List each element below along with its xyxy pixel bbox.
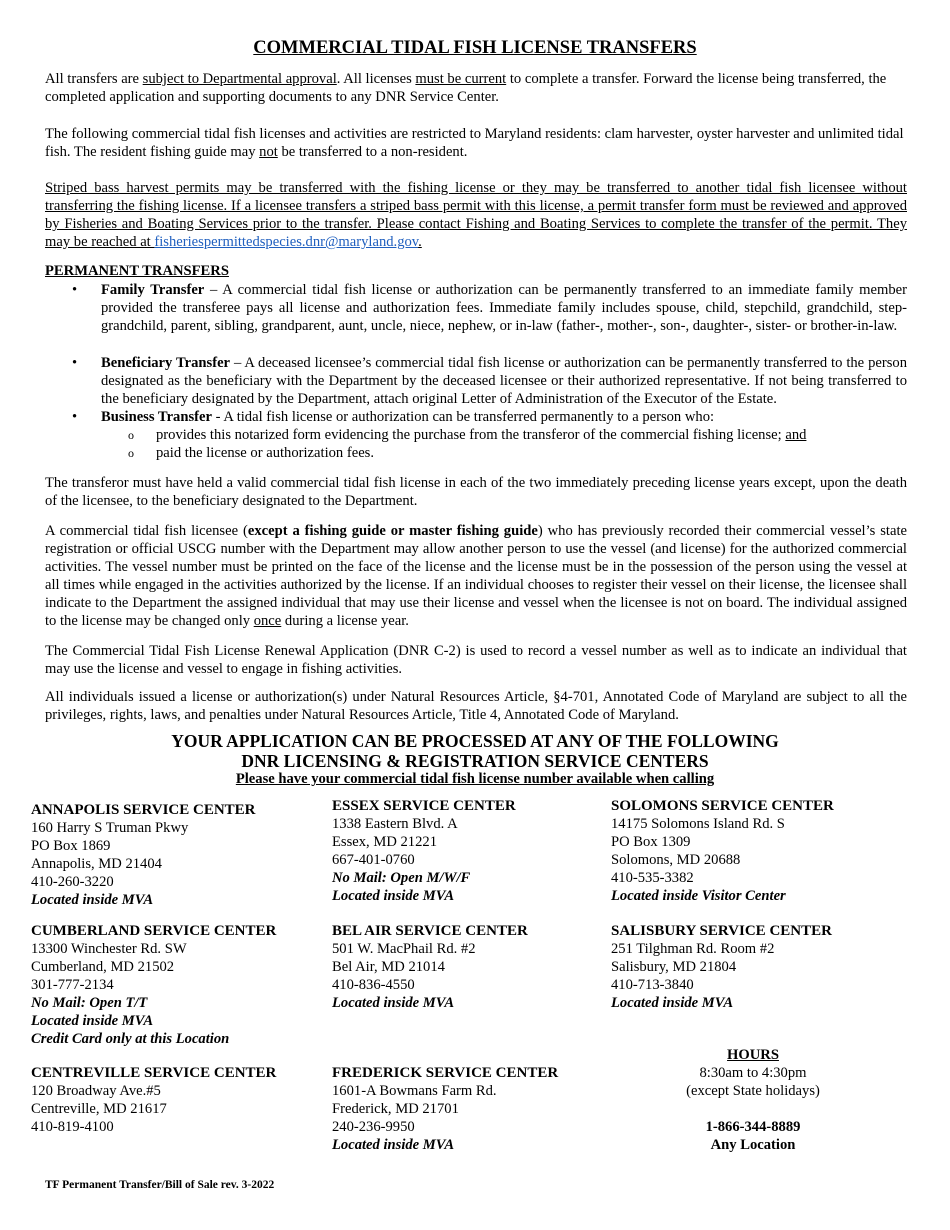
hours-phone-note: Any Location <box>710 1137 796 1153</box>
center-address: 14175 Solomons Island Rd. S <box>611 816 785 832</box>
underlined-text: and <box>785 427 807 443</box>
salisbury-service-center <box>611 922 891 1012</box>
center-name: CUMBERLAND SERVICE CENTER <box>31 923 277 939</box>
bullet-icon: • <box>72 355 78 371</box>
hours-block <box>611 1046 895 1154</box>
sub-item-notarized <box>128 426 908 444</box>
bullet-text: – A deceased licensee’s commercial tidal fish license or authorization can be permanently transferred to the person designated as the beneficiary with the Department by the deceased licensee or their authorized representative. If not being transferred to the beneficiary designated by the Department, attach original Letter of Administration of the Executor of the Estate. <box>101 355 907 407</box>
page-title: COMMERCIAL TIDAL FISH LICENSE TRANSFERS <box>253 38 697 58</box>
bullet-family-transfer <box>45 281 907 335</box>
circle-bullet-icon: o <box>128 446 134 460</box>
underlined-text: must be current <box>415 71 507 87</box>
center-phone: 410-535-3382 <box>611 870 694 886</box>
center-phone: 301-777-2134 <box>31 977 114 993</box>
hours-heading: HOURS <box>727 1047 779 1063</box>
center-address: 120 Broadway Ave.#5 <box>31 1083 161 1099</box>
bullet-business-transfer <box>45 408 907 426</box>
text-span: be transferred to a non-resident. <box>277 144 468 160</box>
underlined-text: subject to Departmental approval <box>142 71 337 87</box>
bullet-title: Family Transfer <box>101 282 205 298</box>
bullet-title: Beneficiary Transfer <box>101 355 231 371</box>
text-span: A commercial tidal fish licensee ( <box>45 523 248 539</box>
footer-form-id: TF Permanent Transfer/Bill of Sale rev. 3-2022 <box>45 1179 275 1191</box>
bullet-text: – A commercial tidal fish license or authorization can be permanently transferred to an immediate family member provided the transferee pays all license and authorization fees. Immediate family includes spouse, child, stepchild, grandchild, step-grandchild, parent, sibling, grandparent, aunt, uncle, niece, nephew, or in-law (father-, mother-, son-, daughter-, sister- or brother-in-law. <box>101 282 908 334</box>
center-note: Located inside MVA <box>31 892 154 908</box>
center-phone: 667-401-0760 <box>332 852 415 868</box>
center-note: Located inside MVA <box>611 995 734 1011</box>
text-span: . <box>418 234 422 250</box>
center-note: Located inside Visitor Center <box>611 888 786 904</box>
renewal-paragraph: The Commercial Tidal Fish License Renewal Application (DNR C-2) is used to record a vessel number as well as to indicate an individual that may use the license and vessel to engage in fishing activities. <box>45 643 907 677</box>
hours-phone: 1-866-344-8889 <box>705 1119 801 1135</box>
center-city: Cumberland, MD 21502 <box>31 959 175 975</box>
center-phone: 410-713-3840 <box>611 977 694 993</box>
intro-approval-paragraph <box>45 70 907 106</box>
hours-note: (except State holidays) <box>686 1083 820 1099</box>
text-span: to complete a transfer. Forward the license being transferred, the completed application and supporting documents to any DNR Service Center. <box>45 71 887 105</box>
center-po-box: PO Box 1869 <box>31 838 111 854</box>
center-address: 251 Tilghman Rd. Room #2 <box>611 941 775 957</box>
center-city: Frederick, MD 21701 <box>332 1101 459 1117</box>
center-note: No Mail: Open T/T <box>31 995 148 1011</box>
center-city: Essex, MD 21221 <box>332 834 437 850</box>
text-span: paid the license or authorization fees. <box>156 445 375 461</box>
centers-heading-note: Please have your commercial tidal fish license number available when calling <box>235 771 715 787</box>
residency-paragraph <box>45 125 907 161</box>
transferor-paragraph: The transferor must have held a valid commercial tidal fish license in each of the two immediately preceding license years except, upon the death of the licensee, to the beneficiary designated to the Department. <box>45 475 907 509</box>
center-city: Centreville, MD 21617 <box>31 1101 167 1117</box>
email-link[interactable]: fisheriespermittedspecies.dnr@maryland.gov <box>154 234 419 250</box>
center-address: 160 Harry S Truman Pkwy <box>31 820 189 836</box>
center-note: Located inside MVA <box>332 1137 455 1153</box>
center-phone: 410-819-4100 <box>31 1119 114 1135</box>
center-name: SOLOMONS SERVICE CENTER <box>611 798 834 814</box>
center-phone: 410-836-4550 <box>332 977 415 993</box>
bel-air-service-center <box>332 922 612 1012</box>
center-city: Solomons, MD 20688 <box>611 852 741 868</box>
center-city: Bel Air, MD 21014 <box>332 959 445 975</box>
text-span: provides this notarized form evidencing the purchase from the transferor of the commercial fishing license; <box>156 427 786 443</box>
center-address: 501 W. MacPhail Rd. #2 <box>332 941 476 957</box>
text-span: The following commercial tidal fish licenses and activities are restricted to Maryland residents: clam harvester, oyster harvester and unlimited tidal fish. The resident fishing guide may <box>45 126 904 160</box>
centreville-service-center <box>31 1064 311 1136</box>
center-address: 1601-A Bowmans Farm Rd. <box>332 1083 497 1099</box>
bullet-icon: • <box>72 409 78 425</box>
centers-heading-line2: DNR LICENSING & REGISTRATION SERVICE CENTERS <box>241 751 709 771</box>
center-city: Annapolis, MD 21404 <box>31 856 162 872</box>
centers-heading-line1: YOUR APPLICATION CAN BE PROCESSED AT ANY OF THE FOLLOWING <box>171 731 779 751</box>
annapolis-service-center <box>31 801 311 909</box>
hours-time: 8:30am to 4:30pm <box>699 1065 807 1081</box>
center-city: Salisbury, MD 21804 <box>611 959 737 975</box>
center-note: Located inside MVA <box>332 995 455 1011</box>
bullet-text: - A tidal fish license or authorization can be transferred permanently to a person who: <box>211 409 715 425</box>
center-note: No Mail: Open M/W/F <box>332 870 471 886</box>
center-name: SALISBURY SERVICE CENTER <box>611 923 832 939</box>
center-name: CENTREVILLE SERVICE CENTER <box>31 1065 277 1081</box>
underlined-text: once <box>253 613 282 629</box>
bullet-title: Business Transfer <box>101 409 212 425</box>
text-span: ) who has previously recorded their commercial vessel’s state registration or official USCG number with the Department may allow another person to use the vessel (and license) for the authorized commercial activities. The vessel number must be printed on the face of the license and the license must be in the possession of the person using the vessel at all times while engaged in the activities authorized by the license. If an individual chooses to register their vessel on their license, the licensee shall indicate to the Department the assigned individual that may use their license and vessel when the licensee is not on board. The individual assigned to the license may be changed only <box>45 523 907 629</box>
text-span: . All licenses <box>336 71 416 87</box>
striped-bass-paragraph <box>45 179 907 251</box>
underlined-text: not <box>259 144 278 160</box>
center-note: Located inside MVA <box>31 1013 154 1029</box>
vessel-paragraph <box>45 522 907 630</box>
center-note: Credit Card only at this Location <box>31 1031 230 1047</box>
center-address: 13300 Winchester Rd. SW <box>31 941 187 957</box>
center-name: BEL AIR SERVICE CENTER <box>332 923 528 939</box>
center-phone: 410-260-3220 <box>31 874 114 890</box>
center-name: ANNAPOLIS SERVICE CENTER <box>31 802 256 818</box>
center-note: Located inside MVA <box>332 888 455 904</box>
circle-bullet-icon: o <box>128 428 134 442</box>
permanent-transfers-heading: PERMANENT TRANSFERS <box>45 263 229 279</box>
center-name: FREDERICK SERVICE CENTER <box>332 1065 559 1081</box>
bold-text: except a fishing guide or master fishing guide <box>247 523 538 539</box>
frederick-service-center <box>332 1064 612 1154</box>
law-paragraph: All individuals issued a license or authorization(s) under Natural Resources Article, §4-701, Annotated Code of Maryland are subject to all the privileges, rights, laws, and penalties under Natural Resources Article, Title 4, Annotated Code of Maryland. <box>45 689 907 723</box>
sub-item-fees <box>128 444 908 462</box>
cumberland-service-center <box>31 922 311 1048</box>
center-name: ESSEX SERVICE CENTER <box>332 798 516 814</box>
center-address: 1338 Eastern Blvd. A <box>332 816 458 832</box>
text-span: All transfers are <box>45 71 143 87</box>
solomons-service-center <box>611 797 891 905</box>
center-phone: 240-236-9950 <box>332 1119 415 1135</box>
bullet-beneficiary-transfer <box>45 354 907 408</box>
bullet-icon: • <box>72 282 78 298</box>
text-span: Striped bass harvest permits may be transferred with the fishing license or they may be transferred to another tidal fish licensee without transferring the fishing license. If a licensee transfers a striped bass permit with this license, a permit transfer form must be reviewed and approved by Fisheries and Boating Services prior to the transfer. Please contact Fishing and Boating Services to complete the transfer of the permit. They may be reached at <box>45 180 907 250</box>
center-po-box: PO Box 1309 <box>611 834 691 850</box>
text-span: during a license year. <box>281 613 409 629</box>
essex-service-center <box>332 797 612 905</box>
